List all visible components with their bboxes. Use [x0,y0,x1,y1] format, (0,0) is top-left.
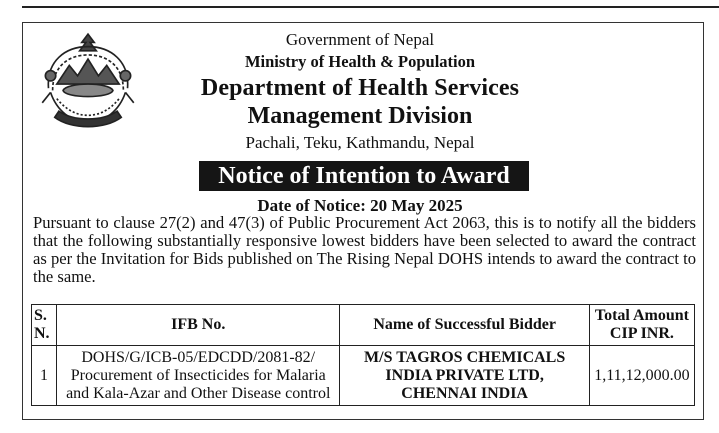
division-title: Management Division [247,103,473,129]
notice-date: Date of Notice: 20 May 2025 [257,196,463,215]
government-line: Government of Nepal [285,30,435,49]
header-sn-line1: S. [34,307,47,324]
award-table [31,304,695,406]
table-row [32,346,695,406]
header-bidder: Name of Successful Bidder [340,305,589,346]
header-amount-line2: CIP INR. [609,325,674,342]
row-ifb-line: and Kala-Azar and Other Disease control [66,384,331,402]
row-bidder-line: M/S TAGROS CHEMICALS [364,348,566,366]
table-header-row [32,305,695,346]
header-amount [589,305,694,346]
header-ifb: IFB No. [57,305,340,346]
ministry-line: Ministry of Health & Population [244,52,476,71]
row-bidder-line: CHENNAI INDIA [401,384,528,402]
top-rule [22,6,719,8]
row-bidder [340,346,589,406]
row-ifb-line: DOHS/G/ICB-05/EDCDD/2081-82/ [81,348,316,366]
header-sn-line2: N. [34,325,50,342]
row-ifb [57,346,340,406]
header-amount-line1: Total Amount [594,307,689,324]
notice-title: Notice of Intention to Award [199,161,529,191]
address-line: Pachali, Teku, Kathmandu, Nepal [245,133,475,152]
nepal-emblem-icon [36,30,140,134]
row-ifb-line: Procurement of Insecticides for Malaria [70,366,326,384]
row-amount: 1,11,12,000.00 [589,346,694,406]
notice-body: Pursuant to clause 27(2) and 47(3) of Public Procurement Act 2063, this is to notify all the bidders that the following substantially responsive lowest bidders have been selected to award the contract as per the Invitation for Bids published on The Rising Nepal DOHS intends to award the contract to the same. [33,213,696,286]
header-sn [32,305,57,346]
row-bidder-line: INDIA PRIVATE LTD, [385,366,544,384]
department-title: Department of Health Services [200,75,520,101]
row-sn: 1 [32,346,57,406]
